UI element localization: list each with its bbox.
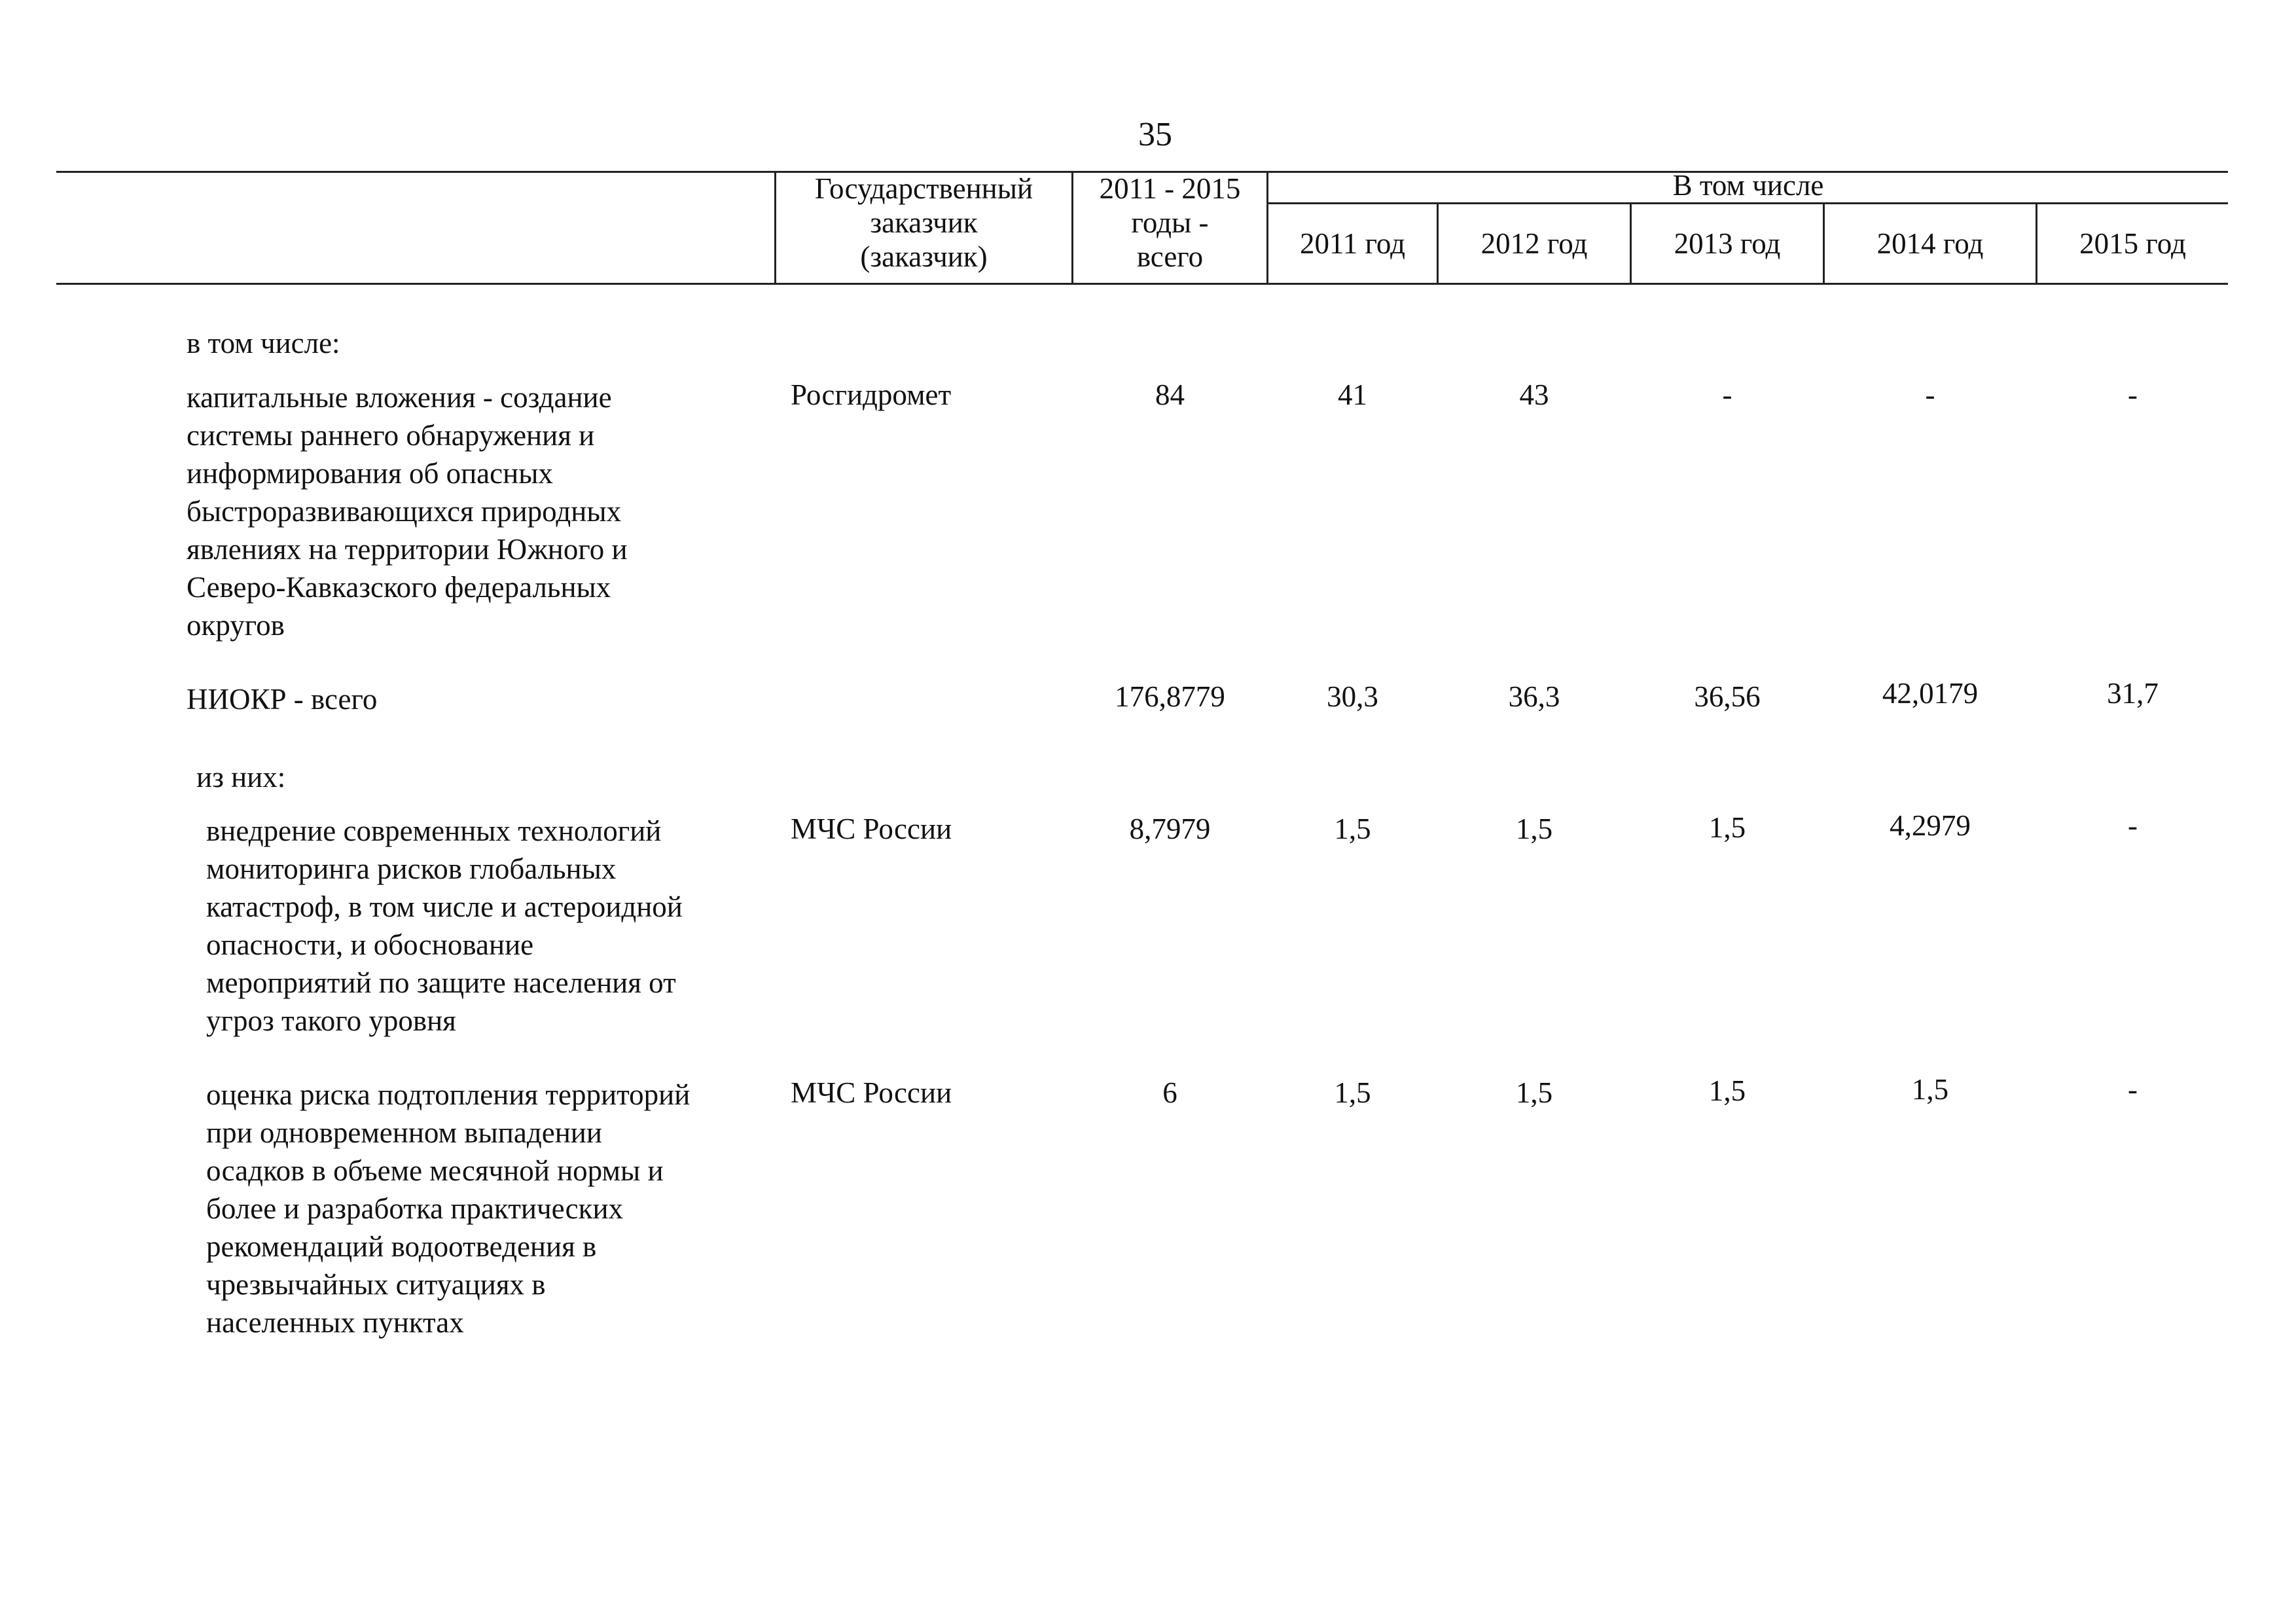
row-flooding-2015: - (2128, 1073, 2138, 1106)
row-capital-2011: 41 (1338, 378, 1367, 411)
row-flooding-2012: 1,5 (1515, 1076, 1553, 1109)
row-flooding-2014: 1,5 (1911, 1073, 1949, 1106)
row-flooding-customer: МЧС России (791, 1076, 952, 1109)
row-capital-description: капитальные вложения - создание системы раннего обнаружения и информирования об опасных быстроразвивающихся природных явлениях на территории Южного и Северо-Кавказского федеральных округов (187, 381, 628, 642)
row-flooding-description: оценка риска подтопления территорий при одновременном выпадении осадков в объеме месячной нормы и более и разработка практических рекомендаций водоотведения в чрезвычайных ситуациях в населенных пунктах (206, 1078, 691, 1339)
header-bottom-rule (56, 283, 2228, 285)
header-subrule (1266, 202, 2228, 204)
header-year-2011: 2011 год (1299, 227, 1405, 260)
row-capital-customer: Росгидромет (791, 378, 952, 411)
row-monitoring-2012: 1,5 (1515, 812, 1553, 845)
of-them-label: из них: (196, 761, 286, 793)
page-number: 35 (1138, 116, 1172, 153)
header-year-2013: 2013 год (1674, 227, 1781, 260)
row-monitoring-2014: 4,2979 (1890, 809, 1971, 842)
row-flooding-2013: 1,5 (1708, 1074, 1746, 1107)
row-monitoring-2013: 1,5 (1708, 811, 1746, 844)
row-niokr-description: НИОКР - всего (187, 683, 378, 716)
row-niokr-2014: 42,0179 (1882, 677, 1979, 710)
row-niokr-2011: 30,3 (1327, 680, 1378, 713)
row-capital-2015: - (2128, 378, 2138, 411)
header-year-2014: 2014 год (1876, 227, 1984, 260)
row-capital-total: 84 (1155, 378, 1185, 411)
row-niokr-2013: 36,56 (1694, 680, 1761, 713)
header-year-2012: 2012 год (1480, 227, 1588, 260)
row-monitoring-customer: МЧС России (791, 812, 952, 845)
row-niokr-total: 176,8779 (1115, 680, 1225, 713)
row-monitoring-total: 8,7979 (1129, 812, 1211, 845)
row-capital-2012: 43 (1519, 378, 1549, 411)
row-monitoring-2011: 1,5 (1334, 812, 1371, 845)
row-monitoring-2015: - (2128, 809, 2138, 842)
row-flooding-2011: 1,5 (1334, 1076, 1371, 1109)
header-including: В том числе (1672, 169, 1824, 202)
row-flooding-total: 6 (1162, 1076, 1177, 1109)
row-niokr-2015: 31,7 (2107, 677, 2159, 710)
header-customer: Государственный заказчик (заказчик) (814, 172, 1033, 273)
header-total: 2011 - 2015 годы - всего (1099, 172, 1241, 273)
including-label: в том числе: (187, 327, 340, 359)
row-capital-2014: - (1925, 378, 1935, 411)
row-niokr-2012: 36,3 (1508, 680, 1560, 713)
row-monitoring-description: внедрение современных технологий мониторинга рисков глобальных катастроф, в том числе и астероидной опасности, и обоснование мероприятий по защите населения от угроз такого уровня (206, 814, 683, 1037)
header-year-2015: 2015 год (2079, 227, 2186, 260)
row-capital-2013: - (1722, 378, 1732, 411)
